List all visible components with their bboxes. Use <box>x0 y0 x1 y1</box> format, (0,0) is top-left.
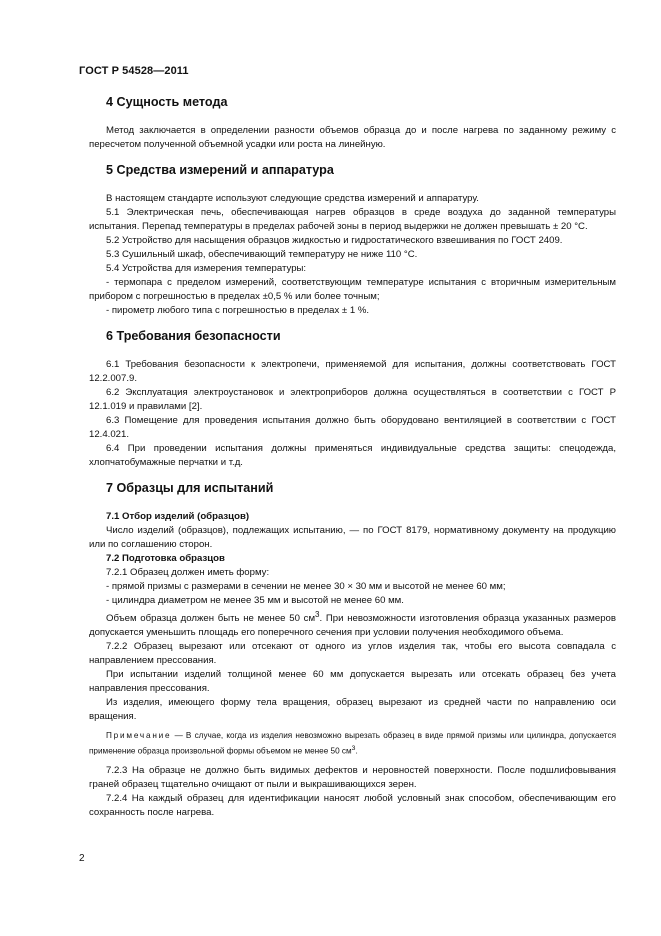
clause-7-1-text: Число изделий (образцов), подлежащих испытанию, — по ГОСТ 8179, нормативному документу на продукцию или по соглашению сторон. <box>89 525 616 550</box>
clause-5-4-thermocouple: - термопара с пределом измерений, соответствующим температуре испытания с вторичным измерительным прибором с погрешностью в пределах ±0,5 % или более точным; <box>89 277 616 302</box>
section-6-title: 6 Требования безопасности <box>106 329 281 343</box>
clause-7-2-4: 7.2.4 На каждый образец для идентификации наносят любой условный знак способом, обеспечивающим его сохранность после нагрева. <box>89 792 616 818</box>
clause-6-1: 6.1 Требования безопасности к электропечи, применяемой для испытания, должны соответствовать ГОСТ 12.2.007.9. <box>89 359 616 384</box>
note-end: . <box>355 746 358 756</box>
page-content <box>89 92 616 820</box>
subsection-7-1-title: 7.1 Отбор изделий (образцов) <box>106 511 250 522</box>
volume-superscript: 3 <box>315 610 320 619</box>
page-number: 2 <box>79 853 85 864</box>
note-label: Примечание <box>106 731 172 741</box>
section-7-title: 7 Образцы для испытаний <box>106 481 274 495</box>
section-4-text: Метод заключается в определении разности объемов образца до и после нагрева по заданному режиму с пересчетом полученной объемной усадки или роста на линейную. <box>89 125 616 150</box>
clause-7-2-1-cylinder: - цилиндра диаметром не менее 35 мм и высотой не менее 60 мм. <box>106 595 404 606</box>
note-superscript: 3 <box>351 744 356 752</box>
clause-6-3: 6.3 Помещение для проведения испытания должно быть оборудовано вентиляцией в соответствии с ГОСТ 12.4.021. <box>89 415 616 440</box>
volume-text-end: . При невозможности изготовления образца указанных размеров допускается уменьшить площадь его поперечного сечения при условии получения необходимого объема. <box>89 613 616 639</box>
clause-7-2-2-thin: При испытании изделий толщиной менее 60 мм допускается вырезать или отсекать образец без учета направления прессования. <box>89 669 616 695</box>
section-4-title: 4 Сущность метода <box>106 95 228 109</box>
clause-7-2-2-rotation: Из изделия, имеющего форму тела вращения, образец вырезают из средней части по направлению оси вращения. <box>89 697 616 723</box>
clause-7-2-1-prism: - прямой призмы с размерами в сечении не менее 30 × 30 мм и высотой не менее 60 мм; <box>106 581 506 592</box>
clause-7-2-1: 7.2.1 Образец должен иметь форму: <box>106 567 270 578</box>
standard-header: ГОСТ Р 54528—2011 <box>79 65 189 77</box>
clause-5-3: 5.3 Сушильный шкаф, обеспечивающий температуру не ниже 110 °С. <box>106 249 418 260</box>
clause-5-4-pyrometer: - пирометр любого типа с погрешностью в пределах ± 1 %. <box>106 305 370 316</box>
clause-7-2-3: 7.2.3 На образце не должно быть видимых дефектов и неровностей поверхности. После подшлифовывания граней образец тщательно очищают от пыли и выкрашивающихся зерен. <box>89 764 616 790</box>
clause-5-4: 5.4 Устройства для измерения температуры: <box>106 263 307 274</box>
clause-6-2: 6.2 Эксплуатация электроустановок и электроприборов должна осуществляться в соответствии с ГОСТ Р 12.1.019 и правилами [2]. <box>89 387 616 412</box>
note-text: — В случае, когда из изделия невозможно вырезать образец в виде прямой призмы или цилиндра, допускается применение образца произвольной формы объемом не менее 50 см <box>89 731 616 756</box>
section-5-title: 5 Средства измерений и аппаратура <box>106 163 334 177</box>
clause-7-2-2: 7.2.2 Образец вырезают или отсекают от одного из углов изделия так, чтобы его высота совпадала с направлением прессования. <box>89 641 616 667</box>
subsection-7-2-title: 7.2 Подготовка образцов <box>106 553 225 564</box>
clause-6-4: 6.4 При проведении испытания должны применяться индивидуальные средства защиты: спецодежда, хлопчатобумажные перчатки и т.д. <box>89 443 616 468</box>
volume-text-start: Объем образца должен быть не менее 50 см <box>106 613 316 625</box>
clause-5-2: 5.2 Устройство для насыщения образцов жидкостью и гидростатического взвешивания по ГОСТ 2409. <box>106 235 563 246</box>
section-5-intro: В настоящем стандарте используют следующие средства измерений и аппаратуру. <box>106 193 479 204</box>
clause-5-1: 5.1 Электрическая печь, обеспечивающая нагрев образцов в среде воздуха до заданной температуры испытания. Перепад температуры в пределах рабочей зоны в период выдержки не должен превышать ± 20 °С. <box>89 207 616 232</box>
clause-7-2-1-volume <box>89 608 616 640</box>
note <box>89 730 616 758</box>
